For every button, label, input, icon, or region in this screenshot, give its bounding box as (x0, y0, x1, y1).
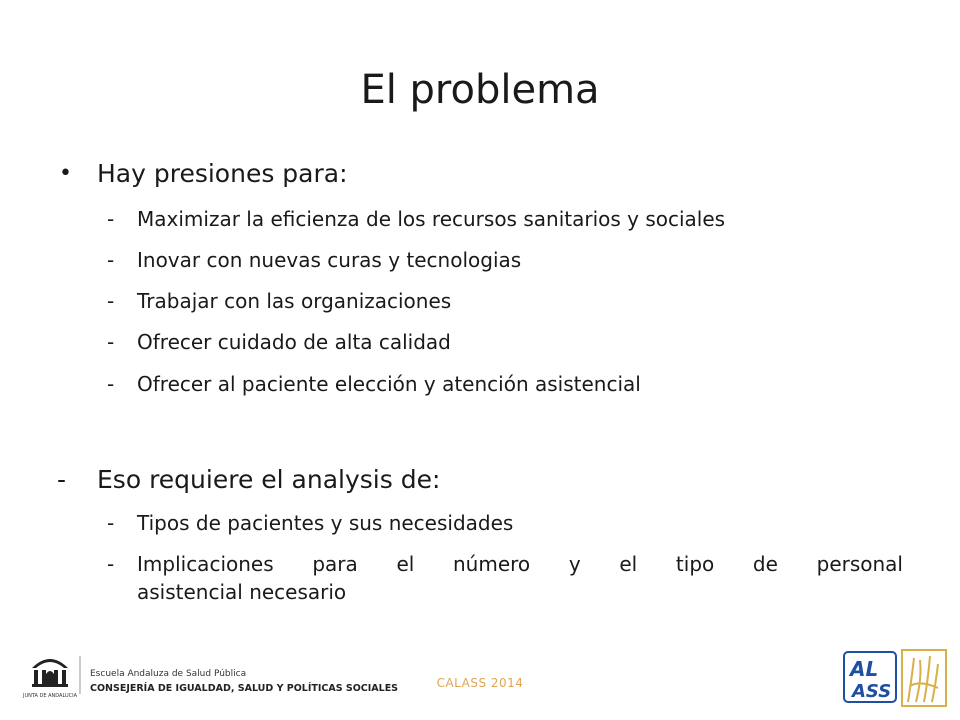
school-name: Escuela Andaluza de Salud Pública (90, 669, 247, 679)
svg-text:AL: AL (850, 657, 879, 681)
dash-point-text: Eso requiere el analysis de: (97, 465, 441, 494)
list-item (107, 370, 641, 398)
list-item-text: Ofrecer cuidado de alta calidad (137, 330, 451, 354)
dash-marker: - (57, 465, 67, 494)
list-item-text-continued: asistencial necesario (137, 580, 347, 604)
dash-point (57, 464, 441, 496)
list-item (107, 246, 522, 274)
dash-marker: - (107, 552, 115, 576)
list-item-text: Inovar con nuevas curas y tecnologias (137, 248, 522, 272)
dash-marker: - (107, 289, 115, 313)
dash-marker: - (107, 511, 115, 535)
dash-marker: - (107, 207, 115, 231)
list-item (107, 550, 903, 606)
ministry-name: CONSEJERÍA DE IGUALDAD, SALUD Y POLÍTICAS SOCIALES (90, 683, 399, 694)
list-item-text: Implicaciones para el número y el tipo de personal (137, 552, 903, 576)
bullet-point (59, 158, 348, 190)
svg-text:ASS: ASS (852, 681, 892, 702)
dash-marker: - (107, 248, 115, 272)
list-item (107, 205, 726, 233)
dash-marker: - (107, 330, 115, 354)
list-item-text: Maximizar la eficienza de los recursos sanitarios y sociales (137, 207, 726, 231)
footer-label: CALASS 2014 (436, 676, 524, 690)
dash-marker: - (107, 372, 115, 396)
slide-title: El problema (360, 67, 600, 113)
list-item (107, 328, 451, 356)
list-item-text: Ofrecer al paciente elección y atención asistencial (137, 372, 641, 396)
list-item (107, 287, 452, 315)
alass-emblem (842, 646, 950, 708)
junta-label: JUNTA DE ANDALUCIA (22, 693, 78, 699)
list-item-text: Tipos de pacientes y sus necesidades (137, 511, 514, 535)
alass-logo (842, 646, 950, 708)
bullet-marker: • (59, 161, 72, 186)
bullet-text: Hay presiones para: (97, 159, 348, 188)
list-item-text: Trabajar con las organizaciones (137, 289, 452, 313)
list-item (107, 509, 514, 537)
